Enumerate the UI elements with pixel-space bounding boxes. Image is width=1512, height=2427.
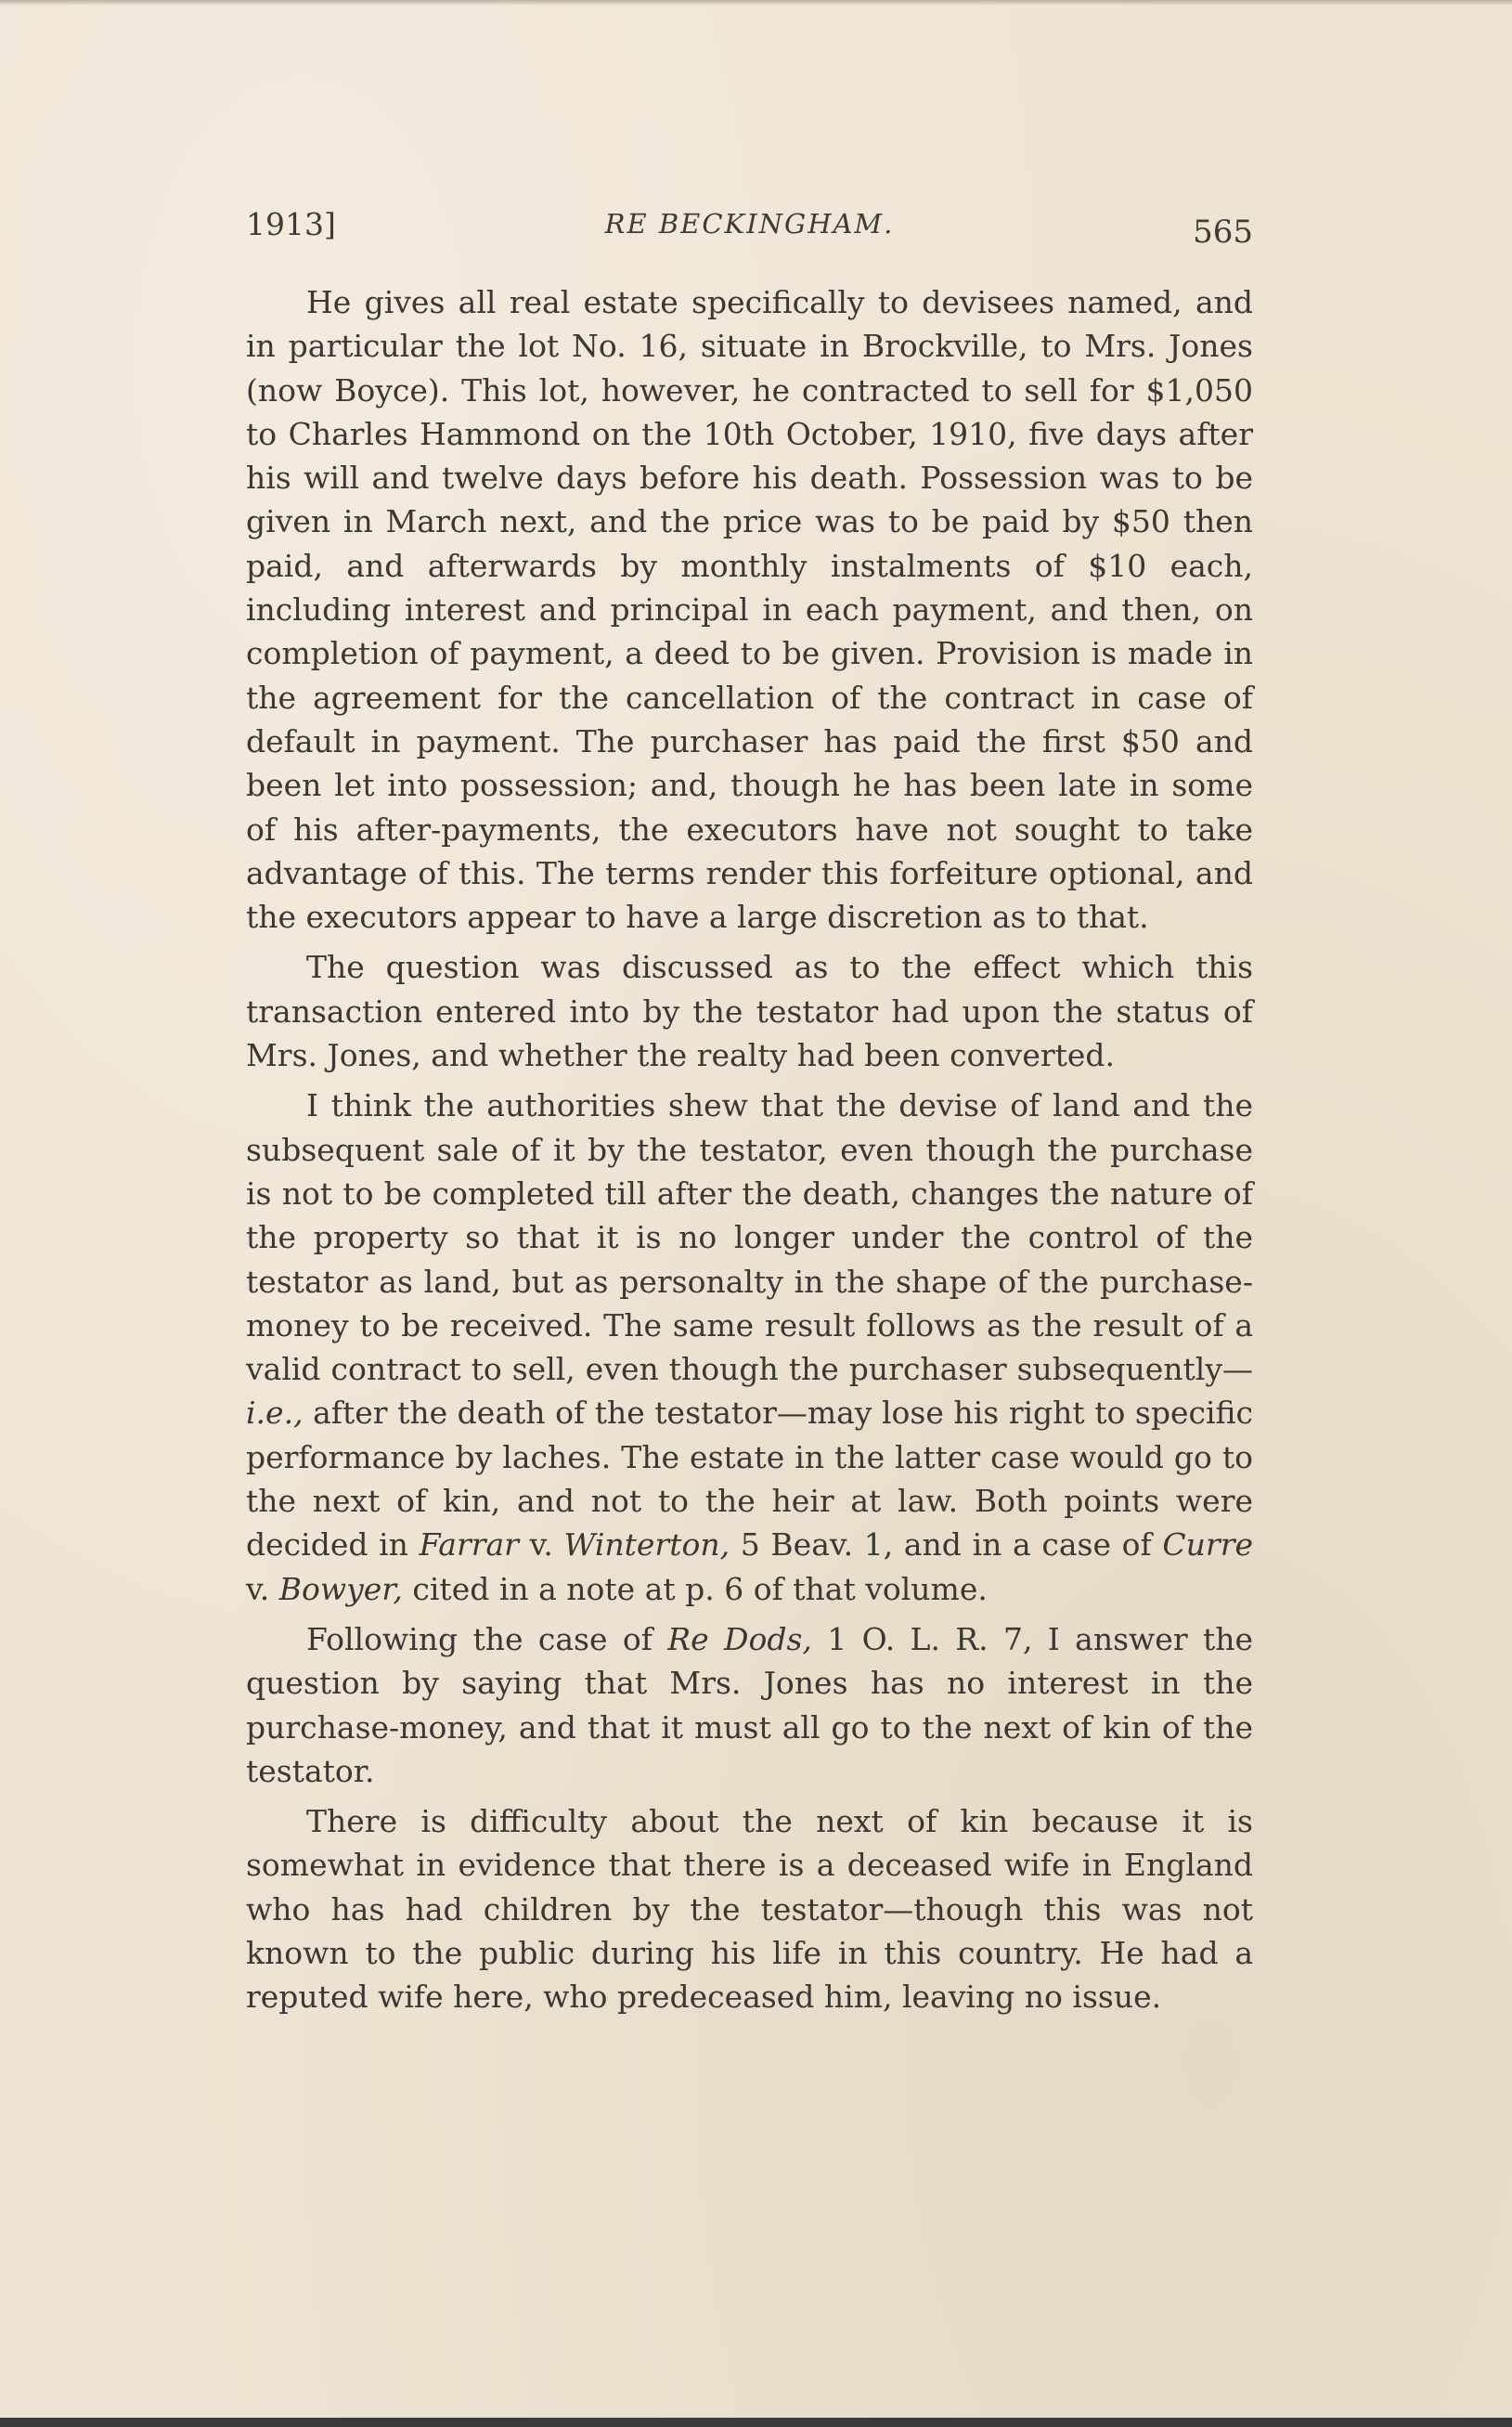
text-run: There is difficulty about the next of kin because it is somewhat in evidence that there is a deceased wife in England who has had children by the testator—though this was not known to the public during his life in this country. He had a reputed wife here, who predeceased him, leaving no issue. [246, 1803, 1253, 2016]
paragraph [246, 1084, 1253, 1611]
running-header [246, 202, 1253, 258]
text-run: Following the case of [306, 1620, 668, 1657]
italic-text: Winterton, [563, 1526, 730, 1564]
text-run: 1 O. L. R. 7, I answer the question by saying that Mrs. Jones has no interest in the purchase-money, and that it must all go to the next of kin of the testator. [246, 1620, 1253, 1789]
text-run: The question was discussed as to the effect which this transaction entered into by the testator had upon the status of Mrs. Jones, and whether the realty had been converted. [246, 949, 1253, 1074]
page-top-edge [0, 0, 1512, 6]
paragraph [246, 1617, 1253, 1793]
page-bottom-edge [0, 2418, 1512, 2427]
paragraph [246, 280, 1253, 939]
text-run: 5 Beav. 1, and in a case of [730, 1526, 1163, 1564]
italic-text: i.e., [246, 1395, 304, 1432]
paragraph [246, 945, 1253, 1077]
text-run: I think the authorities shew that the devise of land and the subsequent sale of it by the testator, even though the purchase is not to be completed till after the death, changes the nature of the property so that it is no longer under the control of the testator as land, but as personalty in the shape of the purchase-money to be received. The same result follows as the result of a valid contract to sell, even though the purchaser subsequently— [246, 1087, 1253, 1388]
italic-text: Re Dods, [667, 1620, 812, 1657]
italic-text: Bowyer, [278, 1570, 403, 1607]
text-run: He gives all real estate specifically to devisees named, and in particular the lot No. 16, situate in Brockville, to Mrs. Jones (now Boyce). This lot, however, he contracted to sell for $1,050 to Charles Hammond on the 10th October, 1910, five days after his will and twelve days before his death. Possession was to be given in March next, and the price was to be paid by $50 then paid, and afterwards by monthly instalments of $10 each, including interest and principal in each payment, and then, on completion of payment, a deed to be given. Provision is made in the agreement for the cancellation of the contract in case of default in payment. The purchaser has paid the first $50 and been let into possession; and, though he has been late in some of his after-payments, the executors have not sought to take advantage of this. The terms render this forfeiture optional, and the executors appear to have a large discretion as to that. [246, 284, 1253, 936]
page-number: 565 [1193, 214, 1253, 251]
text-run: v. [246, 1570, 279, 1607]
italic-text: Curre [1162, 1526, 1254, 1564]
text-run: after the death of the testator—may lose his right to specific performance by laches. The estate in the latter case would go to the next of kin, and not to the heir at law. Both points were decided in [246, 1395, 1253, 1564]
paragraph [246, 1799, 1253, 2018]
text-run: cited in a note at p. 6 of that volume. [402, 1570, 988, 1607]
body-text [246, 280, 1253, 2026]
running-title: RE BECKINGHAM. [604, 208, 895, 240]
italic-text: Farrar [419, 1526, 519, 1564]
text-run: v. [518, 1526, 564, 1564]
header-year: 1913] [246, 206, 336, 242]
